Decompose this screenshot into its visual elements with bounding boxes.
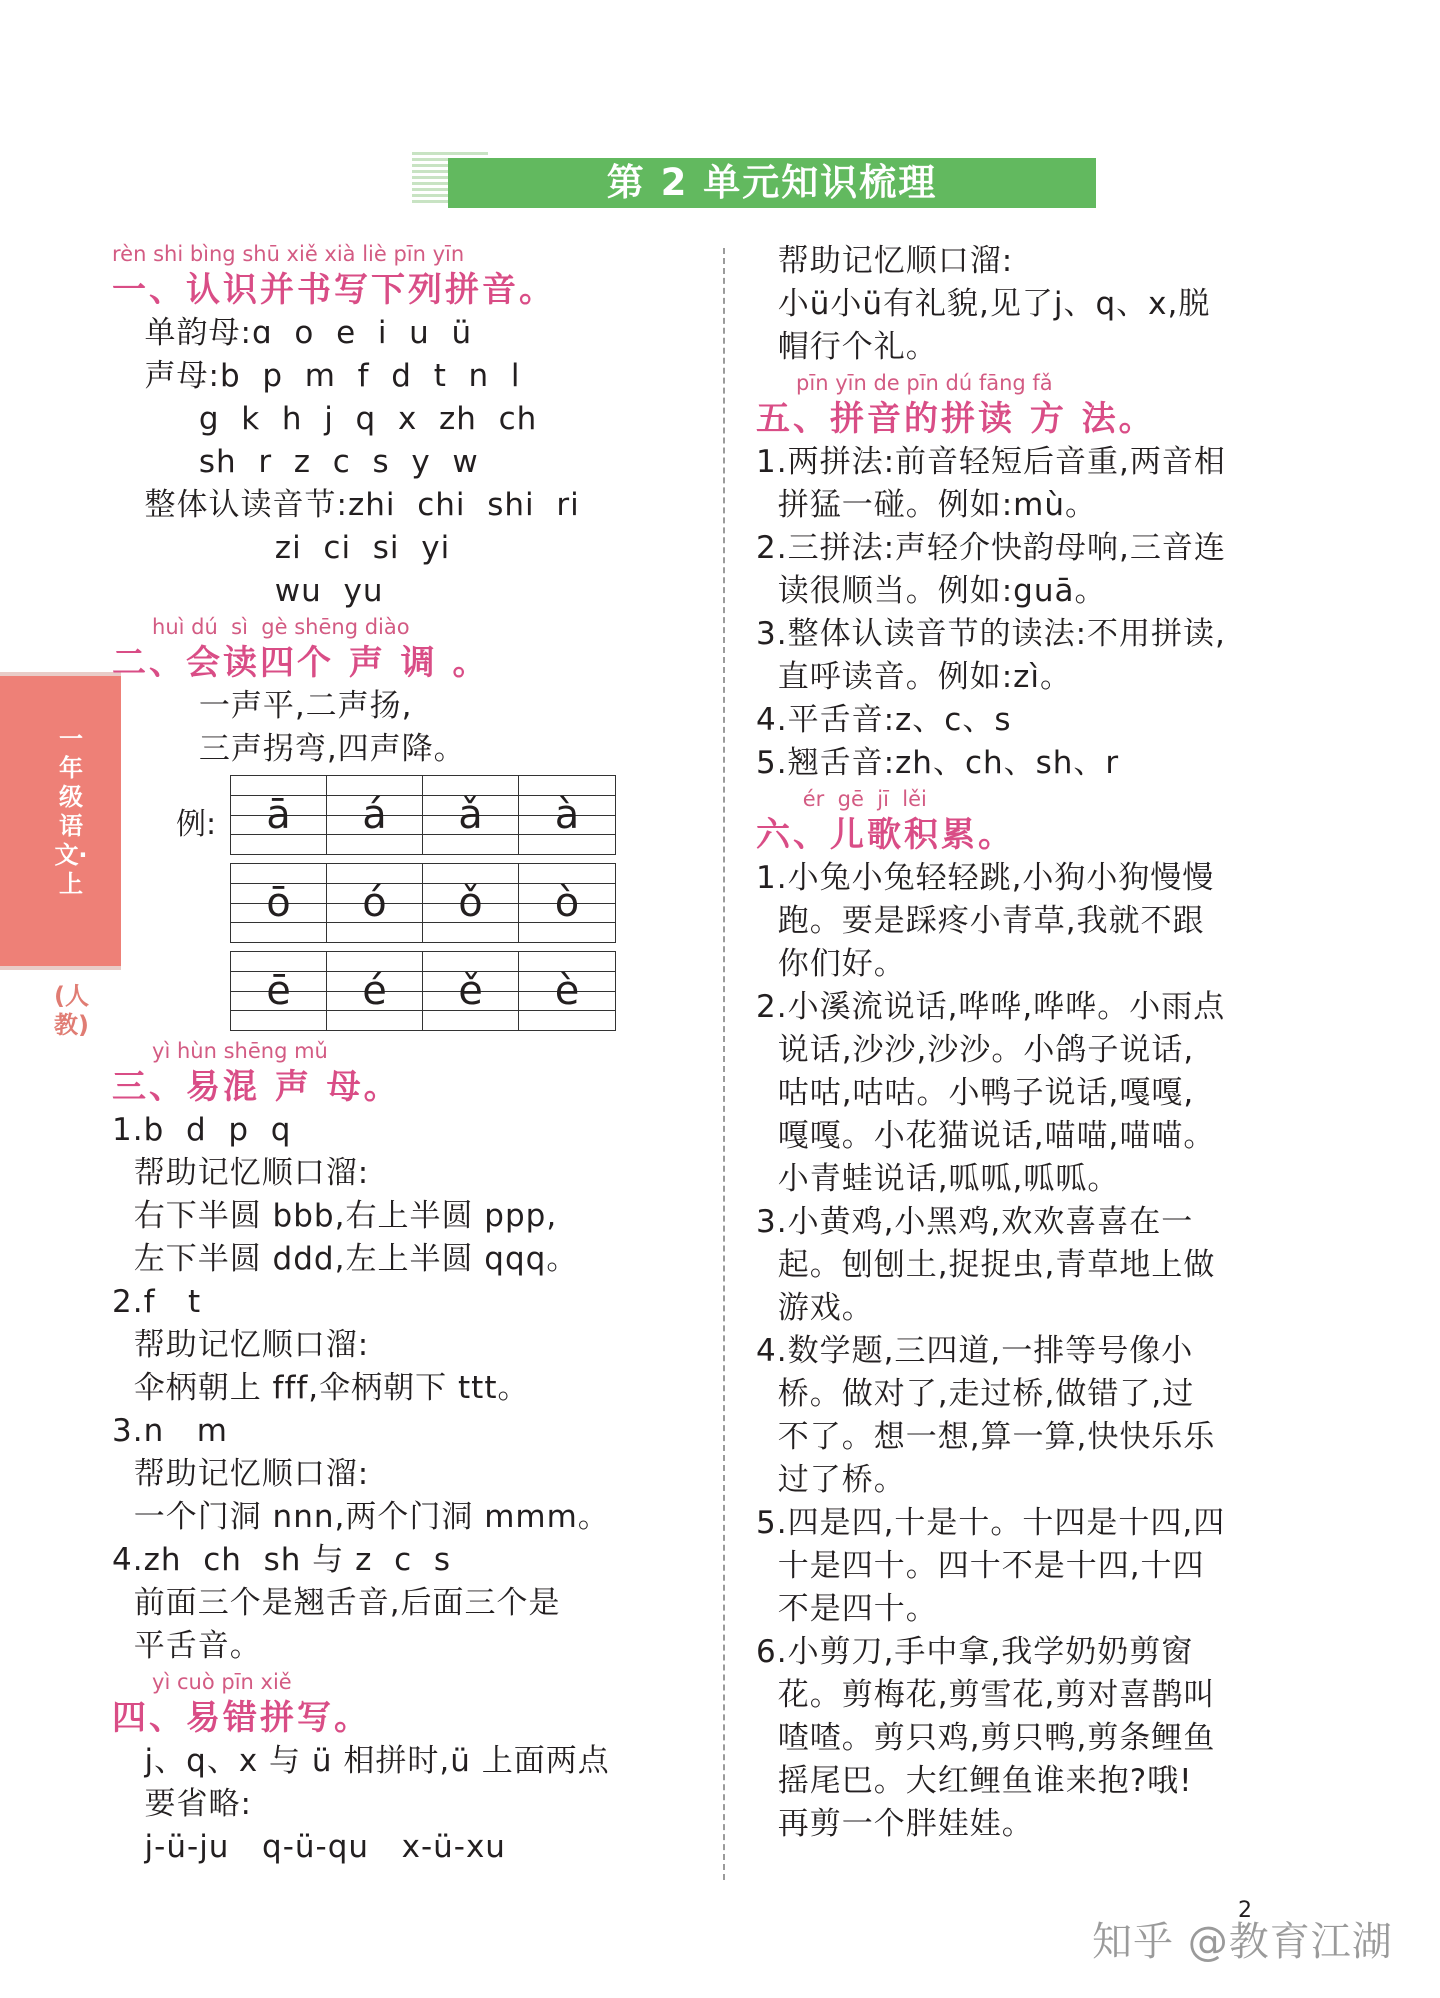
text-line: 帮助记忆顺口溜: <box>112 1327 370 1363</box>
text-line: wu yu <box>112 573 384 609</box>
column-divider <box>723 248 725 1880</box>
text-line: 2.三拼法:声轻介快韵母响,三音连 <box>756 530 1226 566</box>
text-line: 嘎嘎。小花猫说话,喵喵,喵喵。 <box>756 1118 1216 1154</box>
section-heading: 二、会读四个 声 调 。 <box>112 643 490 683</box>
text-line: 伞柄朝上 fff,伞柄朝下 ttt。 <box>112 1370 530 1406</box>
text-line: 咕咕,咕咕。小鸭子说话,嘎嘎, <box>756 1075 1195 1111</box>
tone-row <box>230 863 616 943</box>
pinyin-annotation: rèn shi bìng shū xiě xià liè pīn yīn <box>112 242 465 266</box>
tone-cell: ó <box>327 864 423 942</box>
tone-cell: á <box>327 776 423 854</box>
text-line: 花。剪梅花,剪雪花,剪对喜鹊叫 <box>756 1677 1216 1713</box>
text-line: 声母:b p m f d t n l <box>112 358 521 394</box>
text-line: 摇尾巴。大红鲤鱼谁来抱?哦! <box>756 1763 1193 1799</box>
tone-cell: ě <box>423 952 519 1030</box>
tone-cell: ǒ <box>423 864 519 942</box>
tone-cell: è <box>554 968 580 1014</box>
text-line: 帮助记忆顺口溜: <box>112 1155 370 1191</box>
text-line: 1.两拼法:前音轻短后音重,两音相 <box>756 444 1226 480</box>
section-heading: 五、拼音的拼读 方 法。 <box>756 399 1156 439</box>
text-line: 过了桥。 <box>756 1462 906 1498</box>
text-line: 小青蛙说话,呱呱,呱呱。 <box>756 1161 1120 1197</box>
text-line: 整体认读音节:zhi chi shi ri <box>112 487 580 523</box>
text-line: 1.b d p q <box>112 1112 292 1148</box>
text-line: 6.小剪刀,手中拿,我学奶奶剪窗 <box>756 1634 1194 1670</box>
text-line: 说话,沙沙,沙沙。小鸽子说话, <box>756 1032 1195 1068</box>
pinyin-annotation: yì hùn shēng mǔ <box>112 1039 328 1063</box>
page-title: 第 2 单元知识梳理 <box>448 158 1096 208</box>
text-line: 平舌音。 <box>112 1628 262 1664</box>
text-line: 帮助记忆顺口溜: <box>112 1456 370 1492</box>
text-line: 要省略: <box>112 1786 253 1822</box>
text-line: 拼猛一碰。例如:mù。 <box>756 487 1097 523</box>
watermark: 知乎 @教育江湖 <box>1092 1919 1393 1965</box>
text-line: 十是四十。四十不是十四,十四 <box>756 1548 1205 1584</box>
text-line: 你们好。 <box>756 946 906 982</box>
text-line: 再剪一个胖娃娃。 <box>756 1806 1034 1842</box>
text-line: 桥。做对了,走过桥,做错了,过 <box>756 1376 1195 1412</box>
text-line: 帽行个礼。 <box>756 329 938 365</box>
text-line: 5.四是四,十是十。十四是十四,四 <box>756 1505 1226 1541</box>
text-line: 单韵母:ɑ o e i u ü <box>112 315 473 351</box>
text-line: 2.小溪流说话,哗哗,哗哗。小雨点 <box>756 989 1226 1025</box>
tone-cell: ǎ <box>423 776 519 854</box>
text-line: sh r z c s y w <box>112 444 479 480</box>
text-line: 帮助记忆顺口溜: <box>756 243 1014 279</box>
text-line: 起。刨刨土,捉捉虫,青草地上做 <box>756 1247 1216 1283</box>
text-line: zi ci si yi <box>112 530 451 566</box>
text-line: 5.翘舌音:zh、ch、sh、r <box>756 745 1120 781</box>
text-line: 不了。想一想,算一算,快快乐乐 <box>756 1419 1216 1455</box>
tone-row <box>230 775 616 855</box>
text-line: 直呼读音。例如:zì。 <box>756 659 1073 695</box>
section-heading: 一、认识并书写下列拼音。 <box>112 270 556 310</box>
text-line: 右下半圆 bbb,右上半圆 ppp, <box>112 1198 558 1234</box>
text-line: 一声平,二声扬, <box>112 688 413 724</box>
tone-cell: à <box>554 792 580 838</box>
text-line: 2.f t <box>112 1284 202 1320</box>
text-line: 游戏。 <box>756 1290 874 1326</box>
text-line: 一个门洞 nnn,两个门洞 mmm。 <box>112 1499 610 1535</box>
pinyin-annotation: ér gē jī lěi <box>756 787 927 811</box>
text-line: j-ü-ju q-ü-qu x-ü-xu <box>112 1829 506 1865</box>
left-column <box>112 240 692 1869</box>
right-column <box>756 240 1336 1846</box>
text-line: 左下半圆 ddd,左上半圆 qqq。 <box>112 1241 579 1277</box>
text-line: j、q、x 与 ü 相拼时,ü 上面两点 <box>112 1743 610 1779</box>
tone-cell: ā <box>231 776 327 854</box>
pinyin-annotation: huì dú sì gè shēng diào <box>112 615 410 639</box>
tone-cell: ō <box>231 864 327 942</box>
side-tab-grade: 一年级语文·上 <box>54 725 88 898</box>
tone-cell: é <box>327 952 423 1030</box>
pinyin-annotation: yì cuò pīn xiě <box>112 1670 292 1694</box>
tone-table <box>112 775 692 1037</box>
text-line: 喳喳。剪只鸡,剪只鸭,剪条鲤鱼 <box>756 1720 1216 1756</box>
text-line: g k h j q x zh ch <box>112 401 538 437</box>
tone-row <box>230 951 616 1031</box>
tone-cell: ò <box>554 880 580 926</box>
text-line: 3.小黄鸡,小黑鸡,欢欢喜喜在一 <box>756 1204 1194 1240</box>
text-line: 小ü小ü有礼貌,见了j、q、x,脱 <box>756 286 1211 322</box>
text-line: 跑。要是踩疼小青草,我就不跟 <box>756 903 1205 939</box>
page-number: 2 <box>1238 1898 1252 1923</box>
section-heading: 三、易混 声 母。 <box>112 1067 401 1107</box>
text-line: 4.数学题,三四道,一排等号像小 <box>756 1333 1194 1369</box>
text-line: 3.整体认读音节的读法:不用拼读, <box>756 616 1226 652</box>
text-line: 4.zh ch sh 与 z c s <box>112 1542 451 1578</box>
pinyin-annotation: pīn yīn de pīn dú fāng fǎ <box>756 371 1053 395</box>
text-line: 不是四十。 <box>756 1591 938 1627</box>
section-heading: 四、易错拼写。 <box>112 1698 371 1738</box>
text-line: 三声拐弯,四声降。 <box>112 731 466 767</box>
section-heading: 六、儿歌积累。 <box>756 815 1015 855</box>
text-line: 1.小兔小兔轻轻跳,小狗小狗慢慢 <box>756 860 1215 896</box>
side-tab-edition: (人教) <box>54 982 89 1039</box>
text-line: 读很顺当。例如:guā。 <box>756 573 1107 609</box>
text-line: 前面三个是翘舌音,后面三个是 <box>112 1585 561 1621</box>
tone-cell: ē <box>231 952 327 1030</box>
tone-example-label: 例: <box>176 807 217 842</box>
text-line: 4.平舌音:z、c、s <box>756 702 1012 738</box>
text-line: 3.n m <box>112 1413 228 1449</box>
